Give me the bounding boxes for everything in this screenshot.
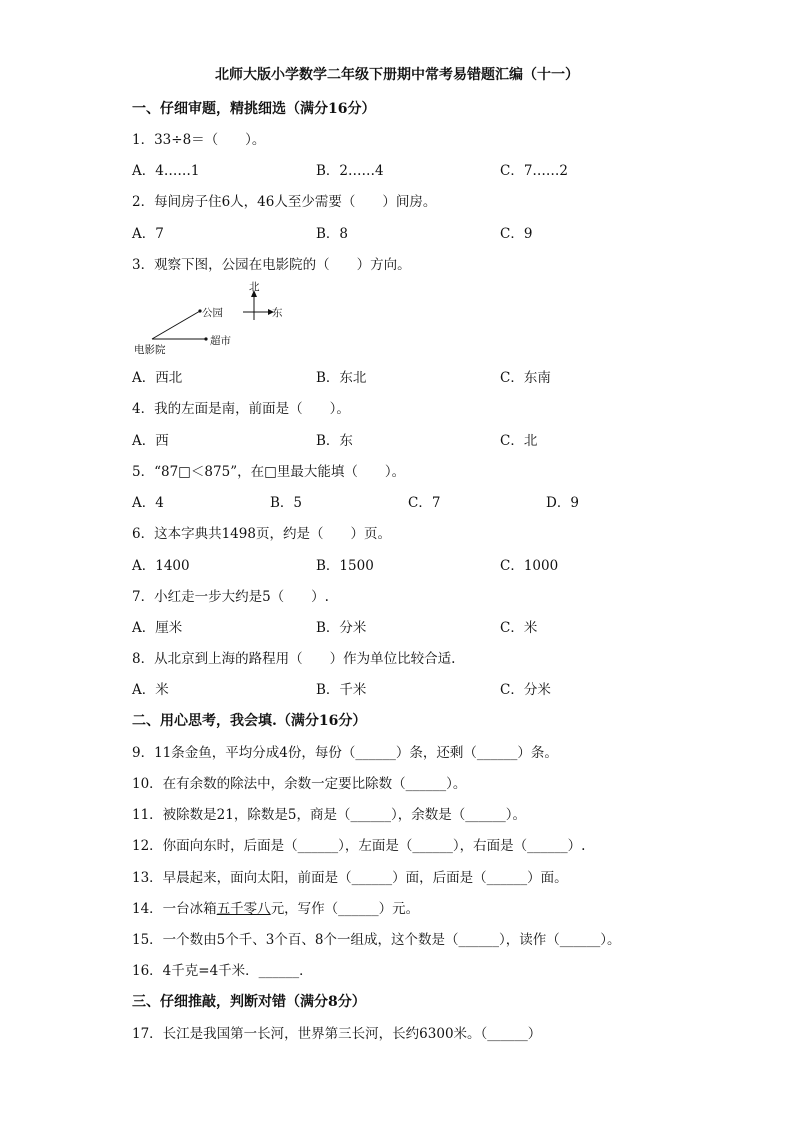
question-7: 7．小红走一步大约是5（ ）. — [132, 589, 329, 605]
park-label: 公园 — [202, 307, 223, 319]
question-2: 2．每间房子住6人，46人至少需要（ ）间房。 — [132, 194, 437, 210]
q8-option-c: C．分米 — [500, 682, 551, 698]
q5-option-c: C．7 — [408, 495, 441, 511]
question-16: 16．4千克=4千米．______． — [132, 963, 313, 979]
question-6: 6．这本字典共1498页，约是（ ）页。 — [132, 526, 391, 542]
q4-option-a: A．西 — [132, 433, 169, 449]
q6-option-c: C．1000 — [500, 558, 559, 574]
east-label: 东 — [272, 307, 283, 319]
q6-option-a: A．1400 — [132, 558, 190, 574]
question-8: 8．从北京到上海的路程用（ ）作为单位比较合适. — [132, 651, 456, 667]
question-14-prefix: 14．一台冰箱 — [132, 901, 217, 917]
q1-option-b: B．2……4 — [316, 163, 384, 179]
section-heading-1: 一、仔细审题，精挑细选（满分16分） — [132, 101, 376, 117]
q4-option-b: B．东 — [316, 433, 353, 449]
section-heading-3: 三、仔细推敲，判断对错（满分8分） — [132, 994, 366, 1010]
page-title: 北师大版小学数学二年级下册期中常考易错题汇编（十一） — [215, 67, 579, 83]
q7-option-b: B．分米 — [316, 620, 367, 636]
q5-option-a: A．4 — [132, 495, 164, 511]
question-13: 13．早晨起来，面向太阳，前面是（______）面，后面是（______）面。 — [132, 870, 568, 886]
north-label: 北 — [249, 281, 260, 293]
section-heading-2: 二、用心思考，我会填.（满分16分） — [132, 713, 367, 729]
q5-option-b: B．5 — [270, 495, 303, 511]
question-12: 12．你面向东时，后面是（______），左面是（______），右面是（______）. — [132, 838, 586, 854]
q4-option-c: C．北 — [500, 433, 538, 449]
q5-option-d: D．9 — [546, 495, 579, 511]
q8-option-a: A．米 — [132, 682, 169, 698]
q2-option-b: B．8 — [316, 226, 349, 242]
q7-option-c: C．米 — [500, 620, 538, 636]
q1-option-c: C．7……2 — [500, 163, 569, 179]
route-cinema-to-park — [152, 311, 200, 339]
question-5: 5．“87□＜875”，在□里最大能填（ ）。 — [132, 464, 406, 480]
question-3: 3．观察下图，公园在电影院的（ ）方向。 — [132, 257, 411, 273]
question-15: 15．一个数由5个千、3个百、8个一组成，这个数是（______），读作（______）。 — [132, 932, 621, 948]
q1-option-a: A．4……1 — [132, 163, 200, 179]
question-17: 17．长江是我国第一长河，世界第三长河，长约6300米。（______） — [132, 1026, 542, 1042]
q7-option-a: A．厘米 — [132, 620, 183, 636]
question-14-suffix: 元，写作（______）元。 — [270, 901, 420, 917]
question-9: 9．11条金鱼，平均分成4份，每份（______）条，还剩（______）条。 — [132, 745, 558, 761]
q3-option-a: A．西北 — [132, 370, 183, 386]
question-4: 4．我的左面是南，前面是（ ）。 — [132, 401, 350, 417]
q8-option-b: B．千米 — [316, 682, 367, 698]
direction-figure — [132, 280, 292, 360]
question-11: 11．被除数是21，除数是5，商是（______），余数是（______）。 — [132, 807, 526, 823]
question-1: 1．33÷8＝（ ）。 — [132, 132, 266, 148]
question-14-underlined-amount: 五千零八 — [216, 901, 271, 917]
q2-option-c: C．9 — [500, 226, 533, 242]
q2-option-a: A．7 — [132, 226, 164, 242]
supermarket-label: 超市 — [210, 335, 231, 347]
supermarket-point — [204, 337, 207, 340]
q6-option-b: B．1500 — [316, 558, 374, 574]
question-10: 10．在有余数的除法中，余数一定要比除数（______）。 — [132, 776, 467, 792]
q3-option-b: B．东北 — [316, 370, 367, 386]
q3-option-c: C．东南 — [500, 370, 551, 386]
cinema-label: 电影院 — [134, 344, 166, 356]
question-14 — [132, 900, 419, 918]
